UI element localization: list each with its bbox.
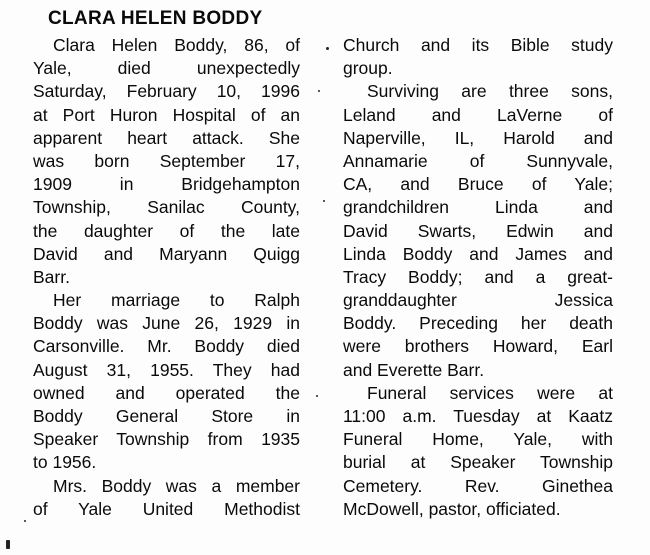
text-line: Speaker Township from 1935 <box>33 429 300 450</box>
text-line: CA, and Bruce of Yale; <box>343 174 613 195</box>
text-line: Cemetery. Rev. Ginethea <box>343 475 613 496</box>
obituary-headline: CLARA HELEN BODDY <box>48 8 263 29</box>
text-line: Barr. <box>33 266 70 287</box>
scan-speck <box>6 540 10 549</box>
text-line: Clara Helen Boddy, 86, of <box>53 35 300 55</box>
text-line: group. <box>343 58 393 79</box>
text-line: Funeral services were at <box>367 382 613 403</box>
text-line: Saturday, February 10, 1996 <box>33 81 300 102</box>
text-line: were brothers Howard, Earl <box>343 336 613 357</box>
text-line: owned and operated the <box>33 382 300 403</box>
text-line: Township, Sanilac County, <box>33 197 300 218</box>
text-line: Carsonville. Mr. Boddy died <box>33 336 300 357</box>
text-line: Boddy. Preceding her death <box>343 313 613 334</box>
text-line: Her marriage to Ralph <box>53 290 300 311</box>
text-line: and Everette Barr. <box>343 359 485 380</box>
text-line: August 31, 1955. They had <box>33 359 300 380</box>
text-line: 11:00 a.m. Tuesday at Kaatz <box>343 406 613 426</box>
text-line: Funeral Home, Yale, with <box>343 429 613 450</box>
text-line: Leland and LaVerne of <box>343 104 613 125</box>
text-line: Boddy was June 26, 1929 in <box>33 313 300 334</box>
text-line: was born September 17, <box>33 150 300 171</box>
text-line: apparent heart attack. She <box>33 127 300 148</box>
text-line: Surviving are three sons, <box>367 81 613 102</box>
text-line: Naperville, IL, Harold and <box>343 127 613 148</box>
text-line: Mrs. Boddy was a member <box>53 475 300 496</box>
scan-speck <box>323 200 325 202</box>
text-line: Annamarie of Sunnyvale, <box>343 150 613 171</box>
text-line: Boddy General Store in <box>33 406 300 426</box>
right-column <box>343 34 613 521</box>
scan-speck <box>24 520 26 522</box>
text-line: McDowell, pastor, officiated. <box>343 498 561 519</box>
scan-speck <box>318 90 320 92</box>
text-line: David Swarts, Edwin and <box>343 220 613 241</box>
scan-speck <box>326 47 329 50</box>
text-line: Yale, died unexpectedly <box>33 58 300 79</box>
scan-speck <box>316 395 318 397</box>
text-line: burial at Speaker Township <box>343 452 613 473</box>
text-line: Tracy Boddy; and a great- <box>343 266 613 287</box>
text-line: 1909 in Bridgehampton <box>33 174 300 195</box>
text-line: the daughter of the late <box>33 220 300 241</box>
text-line: David and Maryann Quigg <box>33 243 300 264</box>
text-line: Church and its Bible study <box>343 35 613 55</box>
text-line: Linda Boddy and James and <box>343 243 613 264</box>
text-line: to 1956. <box>33 452 97 473</box>
left-column <box>33 34 300 521</box>
text-line: granddaughter Jessica <box>343 290 613 311</box>
text-line: at Port Huron Hospital of an <box>33 104 300 125</box>
text-line: of Yale United Methodist <box>33 498 300 519</box>
text-line: grandchildren Linda and <box>343 197 613 218</box>
